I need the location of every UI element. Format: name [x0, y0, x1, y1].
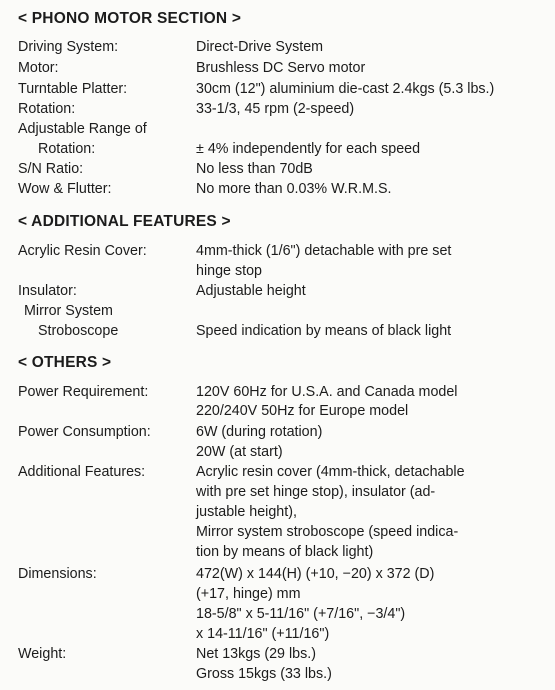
spec-label: Driving System:: [18, 39, 119, 55]
spec-value: 18-5/8" x 5-11/16" (+7/16", −3/4"): [196, 606, 406, 622]
spec-row-adjustable-range: [18, 121, 549, 141]
spec-value: tion by means of black light): [196, 544, 374, 560]
spec-value: 33-1/3, 45 rpm (2-speed): [196, 101, 355, 117]
spec-value: 220/240V 50Hz for Europe model: [196, 403, 409, 419]
spec-row-stroboscope: [18, 323, 549, 343]
spec-row-acrylic-cover: [18, 243, 549, 283]
spec-value: Gross 15kgs (33 lbs.): [196, 666, 332, 682]
spec-row-power-requirement: [18, 384, 549, 424]
spec-value: hinge stop: [196, 263, 262, 279]
spec-row-sn-ratio: [18, 161, 549, 181]
spec-label: S/N Ratio:: [18, 161, 84, 177]
spec-value: 20W (at start): [196, 444, 283, 460]
spec-value: ± 4% independently for each speed: [196, 141, 421, 157]
spec-value: Direct-Drive System: [196, 39, 324, 55]
spec-row-power-consumption: [18, 424, 549, 464]
spec-value: Adjustable height: [196, 283, 306, 299]
spec-label: Mirror System: [24, 303, 113, 319]
spec-row-weight: [18, 646, 549, 686]
spec-value: No less than 70dB: [196, 161, 313, 177]
spec-label: Additional Features:: [18, 464, 146, 480]
spec-value: with pre set hinge stop), insulator (ad-: [196, 484, 436, 500]
section-title-phono-motor: < PHONO MOTOR SECTION >: [18, 10, 242, 27]
spec-label: Weight:: [18, 646, 67, 662]
spec-value: Mirror system stroboscope (speed indica-: [196, 524, 459, 540]
spec-label: Power Requirement:: [18, 384, 149, 400]
spec-row-turntable-platter: [18, 81, 549, 101]
spec-value: x 14-11/16" (+11/16"): [196, 626, 330, 642]
spec-label: Insulator:: [18, 283, 77, 299]
spec-value: 4mm-thick (1/6") detachable with pre set: [196, 243, 452, 259]
spec-label: Power Consumption:: [18, 424, 151, 440]
spec-value: Speed indication by means of black light: [196, 323, 452, 339]
spec-label: Rotation:: [18, 101, 76, 117]
section-title-additional-features: < ADDITIONAL FEATURES >: [18, 213, 231, 230]
spec-value: Acrylic resin cover (4mm-thick, detachable: [196, 464, 465, 480]
spec-value: 472(W) x 144(H) (+10, −20) x 372 (D): [196, 566, 435, 582]
spec-label: Adjustable Range of: [18, 121, 147, 137]
spec-row-additional-features: [18, 464, 549, 564]
section-title-others: < OTHERS >: [18, 354, 112, 371]
spec-value: No more than 0.03% W.R.M.S.: [196, 181, 392, 197]
spec-row-rotation-adjust: [18, 141, 549, 161]
spec-value: justable height),: [196, 504, 297, 520]
spec-label: Motor:: [18, 60, 59, 76]
spec-row-mirror-system: [18, 303, 549, 323]
spec-value: 6W (during rotation): [196, 424, 323, 440]
spec-row-dimensions: [18, 566, 549, 646]
spec-row-driving-system: [18, 39, 549, 59]
spec-label: Turntable Platter:: [18, 81, 128, 97]
spec-label: Stroboscope: [38, 323, 119, 339]
spec-value: 120V 60Hz for U.S.A. and Canada model: [196, 384, 458, 400]
spec-label: Rotation:: [38, 141, 96, 157]
spec-value: Net 13kgs (29 lbs.): [196, 646, 316, 662]
spec-value: 30cm (12") aluminium die-cast 2.4kgs (5.3 lbs.): [196, 81, 495, 97]
spec-row-wow-flutter: [18, 181, 549, 201]
spec-value: Brushless DC Servo motor: [196, 60, 366, 76]
spec-row-rotation: [18, 101, 549, 121]
spec-label: Acrylic Resin Cover:: [18, 243, 147, 259]
spec-row-motor: [18, 60, 549, 80]
spec-value: (+17, hinge) mm: [196, 586, 301, 602]
spec-label: Dimensions:: [18, 566, 97, 582]
spec-row-insulator: [18, 283, 549, 303]
spec-label: Wow & Flutter:: [18, 181, 112, 197]
